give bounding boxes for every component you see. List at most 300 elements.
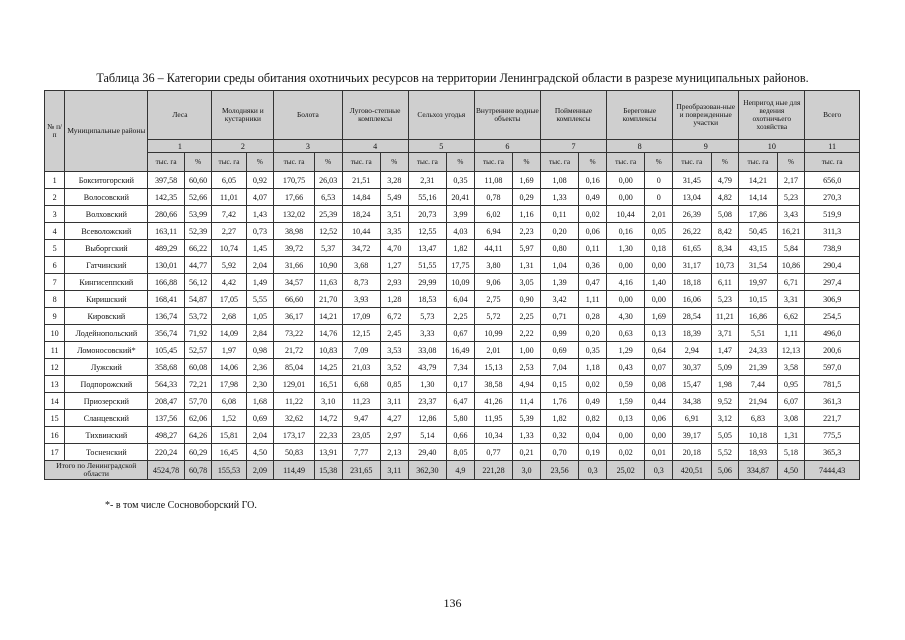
- table-cell: 7,34: [447, 359, 475, 376]
- table-cell: 12,52: [314, 223, 342, 240]
- table-cell: 6,62: [777, 308, 805, 325]
- table-cell: 2,45: [380, 325, 408, 342]
- table-cell: 16,49: [447, 342, 475, 359]
- table-cell: 0,05: [645, 223, 673, 240]
- table-cell: 397,58: [148, 172, 184, 189]
- district-name: Тихвинский: [65, 427, 148, 444]
- table-cell: 3,51: [380, 206, 408, 223]
- table-row: [45, 291, 860, 308]
- table-cell: 221,7: [805, 410, 860, 427]
- district-name: Сланцевский: [65, 410, 148, 427]
- footnote: *- в том числе Сосновоборский ГО.: [105, 500, 257, 511]
- table-cell: 2,30: [246, 376, 274, 393]
- unit-percent: %: [246, 153, 274, 172]
- table-cell: 21,94: [739, 393, 777, 410]
- table-cell: 6,83: [739, 410, 777, 427]
- table-cell: 41,26: [474, 393, 512, 410]
- table-cell: 3,99: [447, 206, 475, 223]
- table-cell: 775,5: [805, 427, 860, 444]
- table-cell: 17,09: [342, 308, 380, 325]
- table-cell: 13,91: [314, 444, 342, 461]
- table-cell: 0,00: [645, 291, 673, 308]
- table-cell: 1,45: [246, 240, 274, 257]
- table-cell: 11,23: [342, 393, 380, 410]
- table-cell: 5,51: [739, 325, 777, 342]
- table-cell: 12,13: [777, 342, 805, 359]
- row-number: 4: [45, 223, 65, 240]
- header-category: Болота: [274, 91, 342, 140]
- table-cell: 2,68: [212, 308, 246, 325]
- table-cell: 11,4: [513, 393, 541, 410]
- total-cell: 15,38: [314, 461, 342, 480]
- table-cell: 26,03: [314, 172, 342, 189]
- table-cell: 0,70: [540, 444, 578, 461]
- table-cell: 1,11: [579, 291, 607, 308]
- table-cell: 2,23: [513, 223, 541, 240]
- table-cell: 0,00: [607, 291, 645, 308]
- table-cell: 7,04: [540, 359, 578, 376]
- total-cell: 60,78: [184, 461, 212, 480]
- unit-percent: %: [447, 153, 475, 172]
- table-cell: 34,57: [274, 274, 315, 291]
- table-cell: 1,69: [513, 172, 541, 189]
- row-number: 6: [45, 257, 65, 274]
- table-cell: 0,78: [474, 189, 512, 206]
- unit-percent: %: [711, 153, 739, 172]
- table-cell: 1,18: [579, 359, 607, 376]
- table-cell: 5,09: [711, 359, 739, 376]
- table-cell: 361,3: [805, 393, 860, 410]
- category-number: 9: [673, 140, 739, 153]
- table-cell: 0,73: [246, 223, 274, 240]
- table-cell: 16,21: [777, 223, 805, 240]
- table-cell: 4,03: [447, 223, 475, 240]
- table-cell: 1,76: [540, 393, 578, 410]
- table-cell: 2,94: [673, 342, 711, 359]
- table-cell: 39,17: [673, 427, 711, 444]
- table-cell: 0: [645, 189, 673, 206]
- unit-percent: %: [380, 153, 408, 172]
- table-cell: 3,53: [380, 342, 408, 359]
- table-cell: 1,59: [607, 393, 645, 410]
- table-cell: 14,72: [314, 410, 342, 427]
- table-row: [45, 206, 860, 223]
- table-cell: 2,17: [777, 172, 805, 189]
- table-cell: 0,00: [607, 427, 645, 444]
- district-name: Лужский: [65, 359, 148, 376]
- total-cell: 155,53: [212, 461, 246, 480]
- table-cell: 0,18: [645, 240, 673, 257]
- table-cell: 10,74: [212, 240, 246, 257]
- total-label: Итого по Ленинградской области: [45, 461, 148, 480]
- table-cell: 2,93: [380, 274, 408, 291]
- table-cell: 2,27: [212, 223, 246, 240]
- table-cell: 53,99: [184, 206, 212, 223]
- table-cell: 2,22: [513, 325, 541, 342]
- table-cell: 8,05: [447, 444, 475, 461]
- table-cell: 5,14: [408, 427, 446, 444]
- unit-thousand-ha: тыс. га: [474, 153, 512, 172]
- table-cell: 781,5: [805, 376, 860, 393]
- table-cell: 356,74: [148, 325, 184, 342]
- table-cell: 0,71: [540, 308, 578, 325]
- table-cell: 498,27: [148, 427, 184, 444]
- table-cell: 0,02: [579, 206, 607, 223]
- table-cell: 8,34: [711, 240, 739, 257]
- header-category: Береговые комплексы: [607, 91, 673, 140]
- row-number: 15: [45, 410, 65, 427]
- table-row: [45, 274, 860, 291]
- table-cell: 61,65: [673, 240, 711, 257]
- total-cell: 221,28: [474, 461, 512, 480]
- table-cell: 1,30: [607, 240, 645, 257]
- table-cell: 2,53: [513, 359, 541, 376]
- table-cell: 44,77: [184, 257, 212, 274]
- table-cell: 4,30: [607, 308, 645, 325]
- table-cell: 71,92: [184, 325, 212, 342]
- table-cell: 1,30: [408, 376, 446, 393]
- table-cell: 200,6: [805, 342, 860, 359]
- row-number: 8: [45, 291, 65, 308]
- table-cell: 21,72: [274, 342, 315, 359]
- table-cell: 5,92: [212, 257, 246, 274]
- unit-thousand-ha: тыс. га: [408, 153, 446, 172]
- table-cell: 5,18: [777, 444, 805, 461]
- table-cell: 64,26: [184, 427, 212, 444]
- table-cell: 56,12: [184, 274, 212, 291]
- category-number: 10: [739, 140, 805, 153]
- table-cell: 496,0: [805, 325, 860, 342]
- table-cell: 6,71: [777, 274, 805, 291]
- table-cell: 5,37: [314, 240, 342, 257]
- table-cell: 0,90: [513, 291, 541, 308]
- table-cell: 0,20: [540, 223, 578, 240]
- table-cell: 170,75: [274, 172, 315, 189]
- table-cell: 1,31: [777, 427, 805, 444]
- table-cell: 12,86: [408, 410, 446, 427]
- table-cell: 142,35: [148, 189, 184, 206]
- table-cell: 5,39: [513, 410, 541, 427]
- total-cell: 0,3: [645, 461, 673, 480]
- table-cell: 358,68: [148, 359, 184, 376]
- table-cell: 19,97: [739, 274, 777, 291]
- district-name: Приозерский: [65, 393, 148, 410]
- table-cell: 10,09: [447, 274, 475, 291]
- table-cell: 0: [645, 172, 673, 189]
- table-cell: 132,02: [274, 206, 315, 223]
- category-number: 6: [474, 140, 540, 153]
- table-cell: 0,00: [645, 427, 673, 444]
- district-name: Кингисеппский: [65, 274, 148, 291]
- table-cell: 129,01: [274, 376, 315, 393]
- table-cell: 0,06: [645, 410, 673, 427]
- table-cell: 57,70: [184, 393, 212, 410]
- table-cell: 0,80: [540, 240, 578, 257]
- table-cell: 0,00: [607, 189, 645, 206]
- header-category: Непригод ные для ведения охотничьего хозяйства: [739, 91, 805, 140]
- table-cell: 0,77: [474, 444, 512, 461]
- table-cell: 0,00: [607, 172, 645, 189]
- table-cell: 0,92: [246, 172, 274, 189]
- row-number: 5: [45, 240, 65, 257]
- table-cell: 6,07: [777, 393, 805, 410]
- table-cell: 3,10: [314, 393, 342, 410]
- table-cell: 28,54: [673, 308, 711, 325]
- table-row: [45, 308, 860, 325]
- table-cell: 2,04: [246, 427, 274, 444]
- table-cell: 4,27: [380, 410, 408, 427]
- unit-thousand-ha: тыс. га: [805, 153, 860, 172]
- table-cell: 0,08: [645, 376, 673, 393]
- table-cell: 16,06: [673, 291, 711, 308]
- table-cell: 0,16: [607, 223, 645, 240]
- table-cell: 6,08: [212, 393, 246, 410]
- unit-thousand-ha: тыс. га: [148, 153, 184, 172]
- table-cell: 23,05: [342, 427, 380, 444]
- table-cell: 4,94: [513, 376, 541, 393]
- table-cell: 16,45: [212, 444, 246, 461]
- table-cell: 208,47: [148, 393, 184, 410]
- table-row: [45, 393, 860, 410]
- table-cell: 365,3: [805, 444, 860, 461]
- table-cell: 1,82: [540, 410, 578, 427]
- table-cell: 220,24: [148, 444, 184, 461]
- table-cell: 0,16: [579, 172, 607, 189]
- header-num: № п/п: [45, 91, 65, 172]
- table-cell: 2,13: [380, 444, 408, 461]
- table-cell: 311,3: [805, 223, 860, 240]
- table-cell: 72,21: [184, 376, 212, 393]
- header-category: Пойменные комплексы: [540, 91, 606, 140]
- table-cell: 1,00: [513, 342, 541, 359]
- table-cell: 0,35: [447, 172, 475, 189]
- table-cell: 32,62: [274, 410, 315, 427]
- table-cell: 280,66: [148, 206, 184, 223]
- category-number: 1: [148, 140, 212, 153]
- table-cell: 6,72: [380, 308, 408, 325]
- table-cell: 1,05: [246, 308, 274, 325]
- table-cell: 5,84: [777, 240, 805, 257]
- table-cell: 60,29: [184, 444, 212, 461]
- table-cell: 0,04: [579, 427, 607, 444]
- unit-thousand-ha: тыс. га: [342, 153, 380, 172]
- table-cell: 22,33: [314, 427, 342, 444]
- unit-percent: %: [645, 153, 673, 172]
- table-cell: 0,11: [579, 240, 607, 257]
- table-cell: 0,02: [579, 376, 607, 393]
- table-cell: 6,11: [711, 274, 739, 291]
- total-cell: 114,49: [274, 461, 315, 480]
- table-cell: 29,40: [408, 444, 446, 461]
- table-cell: 1,82: [447, 240, 475, 257]
- total-cell: 25,02: [607, 461, 645, 480]
- table-cell: 23,37: [408, 393, 446, 410]
- table-cell: 0,02: [607, 444, 645, 461]
- table-cell: 1,40: [645, 274, 673, 291]
- table-cell: 7,77: [342, 444, 380, 461]
- table-cell: 0,00: [645, 257, 673, 274]
- row-number: 1: [45, 172, 65, 189]
- table-cell: 1,33: [513, 427, 541, 444]
- table-cell: 55,16: [408, 189, 446, 206]
- unit-percent: %: [513, 153, 541, 172]
- page-number: 136: [443, 596, 462, 610]
- table-cell: 6,04: [447, 291, 475, 308]
- table-cell: 4,50: [246, 444, 274, 461]
- table-cell: 18,39: [673, 325, 711, 342]
- table-cell: 17,86: [739, 206, 777, 223]
- table-cell: 20,41: [447, 189, 475, 206]
- table-cell: 7,09: [342, 342, 380, 359]
- table-cell: 306,9: [805, 291, 860, 308]
- table-cell: 3,80: [474, 257, 512, 274]
- category-number: 3: [274, 140, 342, 153]
- table-row: [45, 189, 860, 206]
- table-cell: 18,24: [342, 206, 380, 223]
- table-cell: 2,36: [246, 359, 274, 376]
- row-number: 12: [45, 359, 65, 376]
- table-cell: 105,45: [148, 342, 184, 359]
- table-cell: 14,21: [314, 308, 342, 325]
- table-cell: 52,66: [184, 189, 212, 206]
- table-cell: 297,4: [805, 274, 860, 291]
- table-cell: 3,42: [540, 291, 578, 308]
- table-cell: 0,36: [579, 257, 607, 274]
- table-cell: 18,53: [408, 291, 446, 308]
- table-cell: 20,73: [408, 206, 446, 223]
- table-cell: 73,22: [274, 325, 315, 342]
- table-cell: 136,74: [148, 308, 184, 325]
- table-cell: 10,73: [711, 257, 739, 274]
- category-number: 8: [607, 140, 673, 153]
- table-cell: 0,69: [540, 342, 578, 359]
- table-cell: 1,69: [645, 308, 673, 325]
- unit-percent: %: [579, 153, 607, 172]
- table-row: [45, 359, 860, 376]
- table-row: [45, 223, 860, 240]
- table-cell: 4,70: [380, 240, 408, 257]
- table-cell: 1,98: [711, 376, 739, 393]
- table-cell: 50,45: [739, 223, 777, 240]
- table-cell: 5,55: [246, 291, 274, 308]
- table-cell: 31,17: [673, 257, 711, 274]
- table-row: [45, 410, 860, 427]
- table-cell: 0,67: [447, 325, 475, 342]
- table-cell: 0,85: [380, 376, 408, 393]
- table-row: [45, 257, 860, 274]
- header-category: Всего: [805, 91, 860, 140]
- district-name: Киришский: [65, 291, 148, 308]
- table-cell: 0,28: [579, 308, 607, 325]
- table-cell: 6,68: [342, 376, 380, 393]
- category-number: 11: [805, 140, 860, 153]
- table-cell: 0,66: [447, 427, 475, 444]
- district-name: Ломоносовский*: [65, 342, 148, 359]
- table-cell: 14,06: [212, 359, 246, 376]
- table-cell: 60,08: [184, 359, 212, 376]
- table-cell: 66,22: [184, 240, 212, 257]
- table-cell: 1,04: [540, 257, 578, 274]
- table-cell: 0,95: [777, 376, 805, 393]
- table-cell: 4,42: [212, 274, 246, 291]
- table-cell: 10,90: [314, 257, 342, 274]
- table-cell: 1,47: [711, 342, 739, 359]
- table-cell: 33,08: [408, 342, 446, 359]
- header-category: Внутренние водные объекты: [474, 91, 540, 140]
- table-cell: 0,49: [579, 189, 607, 206]
- table-cell: 137,56: [148, 410, 184, 427]
- table-cell: 6,91: [673, 410, 711, 427]
- row-number: 7: [45, 274, 65, 291]
- table-cell: 4,79: [711, 172, 739, 189]
- table-cell: 62,06: [184, 410, 212, 427]
- total-cell: 4,9: [447, 461, 475, 480]
- table-cell: 0,64: [645, 342, 673, 359]
- category-number: 4: [342, 140, 408, 153]
- table-cell: 0,43: [607, 359, 645, 376]
- total-cell: 4524,78: [148, 461, 184, 480]
- total-cell: 231,65: [342, 461, 380, 480]
- table-cell: 34,38: [673, 393, 711, 410]
- table-cell: 3,52: [380, 359, 408, 376]
- table-cell: 1,49: [246, 274, 274, 291]
- table-cell: 43,15: [739, 240, 777, 257]
- table-cell: 3,12: [711, 410, 739, 427]
- table-cell: 163,11: [148, 223, 184, 240]
- table-cell: 6,53: [314, 189, 342, 206]
- table-cell: 656,0: [805, 172, 860, 189]
- table-cell: 10,86: [777, 257, 805, 274]
- table-cell: 1,27: [380, 257, 408, 274]
- table-cell: 3,08: [777, 410, 805, 427]
- table-cell: 0,82: [579, 410, 607, 427]
- table-cell: 30,37: [673, 359, 711, 376]
- table-cell: 3,43: [777, 206, 805, 223]
- table-cell: 21,39: [739, 359, 777, 376]
- table-cell: 9,47: [342, 410, 380, 427]
- header-category: Сельхоз угодья: [408, 91, 474, 140]
- table-cell: 21,70: [314, 291, 342, 308]
- table-cell: 0,20: [579, 325, 607, 342]
- table-cell: 3,35: [380, 223, 408, 240]
- table-cell: 52,57: [184, 342, 212, 359]
- table-cell: 0,17: [447, 376, 475, 393]
- table-cell: 5,05: [711, 427, 739, 444]
- table-cell: 0,63: [607, 325, 645, 342]
- table-cell: 21,51: [342, 172, 380, 189]
- unit-thousand-ha: тыс. га: [739, 153, 777, 172]
- table-cell: 16,86: [739, 308, 777, 325]
- table-cell: 254,5: [805, 308, 860, 325]
- table-cell: 17,05: [212, 291, 246, 308]
- table-row: [45, 325, 860, 342]
- header-category: Лугово-степные комплексы: [342, 91, 408, 140]
- table-cell: 738,9: [805, 240, 860, 257]
- total-row: [45, 461, 860, 480]
- total-cell: 23,56: [540, 461, 578, 480]
- row-number: 3: [45, 206, 65, 223]
- table-cell: 6,47: [447, 393, 475, 410]
- row-number: 16: [45, 427, 65, 444]
- table-cell: 60,60: [184, 172, 212, 189]
- total-cell: 2,09: [246, 461, 274, 480]
- table-cell: 1,33: [540, 189, 578, 206]
- table-cell: 18,93: [739, 444, 777, 461]
- table-cell: 10,44: [607, 206, 645, 223]
- table-cell: 0,06: [579, 223, 607, 240]
- category-number: 7: [540, 140, 606, 153]
- table-cell: 0,99: [540, 325, 578, 342]
